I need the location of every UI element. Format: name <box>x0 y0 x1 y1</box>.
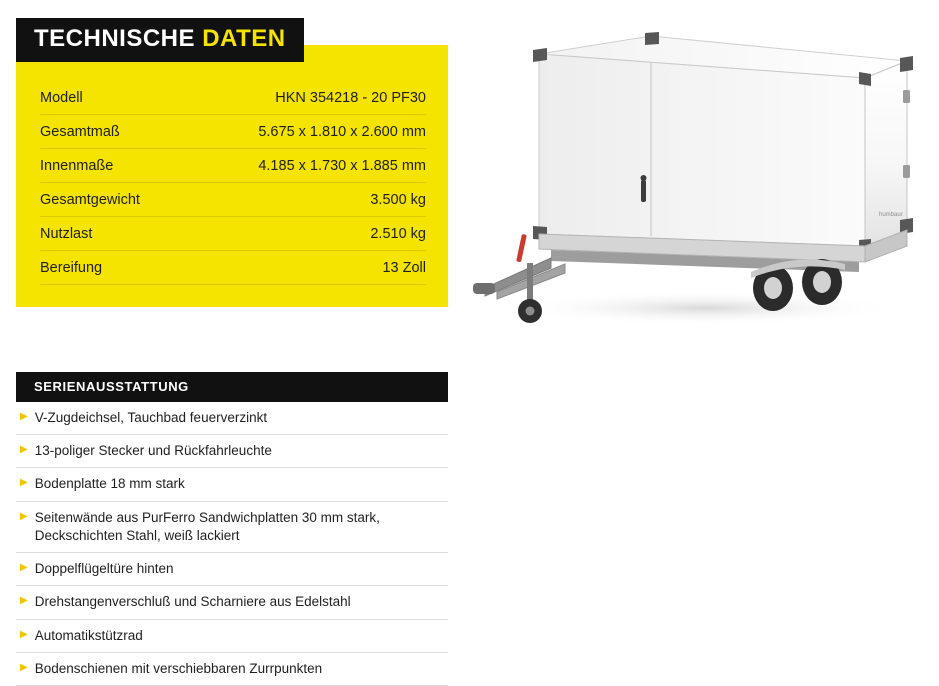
bullet-triangle-icon: ▶ <box>20 562 28 574</box>
bullet-triangle-icon: ▶ <box>20 595 28 607</box>
trailer-product-image <box>455 20 925 330</box>
table-row <box>40 81 426 115</box>
list-item-label: Seitenwände aus PurFerro Sandwichplatten 30 mm stark, Deckschichten Stahl, weiß lackiert <box>34 509 380 543</box>
list-item-label: Bodenschienen mit verschiebbaren Zurrpunkten <box>34 660 323 676</box>
list-item-label: V-Zugdeichsel, Tauchbad feuerverzinkt <box>34 410 268 425</box>
table-row <box>40 149 426 183</box>
spec-label: Innenmaße <box>40 158 114 174</box>
list-item-label: Drehstangenverschluß und Scharniere aus Edelstahl <box>34 594 351 610</box>
spec-label: Gesamtgewicht <box>40 192 140 208</box>
list-item <box>16 620 448 653</box>
technical-data-rows <box>16 81 448 285</box>
list-item <box>16 435 448 468</box>
corner-post-top-left-icon <box>533 48 547 62</box>
coupling-head-icon <box>473 283 495 294</box>
hinge-upper-icon <box>903 90 910 103</box>
ground-shadow <box>510 291 900 325</box>
spec-label: Bereifung <box>40 260 103 276</box>
table-row <box>40 251 426 285</box>
page-title <box>16 18 304 62</box>
table-row <box>40 217 426 251</box>
wheel-rear-rim <box>764 277 782 299</box>
list-item <box>16 653 448 686</box>
spec-value: 4.185 x 1.730 x 1.885 mm <box>258 158 426 174</box>
trailer-front-panel <box>539 54 865 246</box>
bullet-triangle-icon: ▶ <box>20 477 28 489</box>
trailer-side-panel <box>865 61 907 246</box>
page-title-accent: DATEN <box>202 25 286 52</box>
brand-badge: humbaur <box>879 212 903 218</box>
list-item <box>16 502 448 553</box>
spec-label: Gesamtmaß <box>40 124 120 140</box>
section-title: SERIENAUSSTATTUNG <box>16 372 448 402</box>
spec-label: Nutzlast <box>40 226 93 242</box>
spec-value: HKN 354218 - 20 PF30 <box>275 90 426 106</box>
spec-label: Modell <box>40 90 83 106</box>
corner-post-top-front-icon <box>859 72 871 86</box>
jockey-wheel-post <box>527 263 533 301</box>
list-item <box>16 468 448 501</box>
table-row <box>40 115 426 149</box>
door-handle-icon <box>641 180 646 202</box>
spec-value: 3.500 kg <box>370 192 426 208</box>
list-item <box>16 402 448 435</box>
spec-value: 2.510 kg <box>370 226 426 242</box>
list-item-label: 13-poliger Stecker und Rückfahrleuchte <box>34 443 272 459</box>
list-item <box>16 553 448 586</box>
spec-value: 5.675 x 1.810 x 2.600 mm <box>258 124 426 140</box>
bullet-triangle-icon: ▶ <box>20 444 28 456</box>
bullet-triangle-icon: ▶ <box>20 628 28 640</box>
bullet-triangle-icon: ▶ <box>20 510 28 522</box>
bullet-triangle-icon: ▶ <box>20 411 28 422</box>
bullet-triangle-icon: ▶ <box>20 661 28 673</box>
list-item-label: Automatikstützrad <box>34 627 143 643</box>
jockey-wheel-hub <box>526 307 535 316</box>
brake-lever-icon <box>516 234 527 262</box>
page-title-primary: TECHNISCHE <box>34 25 196 52</box>
standard-equipment-section <box>16 372 448 686</box>
list-item-label: Bodenplatte 18 mm stark <box>34 476 185 492</box>
corner-post-top-right-icon <box>900 56 913 72</box>
technical-data-panel <box>16 45 448 307</box>
hinge-lower-icon <box>903 165 910 178</box>
spec-value: 13 Zoll <box>382 260 426 276</box>
wheel-front-rim <box>813 271 831 293</box>
list-item-label: Doppelflügeltüre hinten <box>34 561 174 577</box>
door-lock-icon <box>641 175 647 181</box>
corner-post-top-mid-icon <box>645 32 659 45</box>
table-row <box>40 183 426 217</box>
trailer-illustration <box>455 20 925 330</box>
list-item <box>16 586 448 619</box>
